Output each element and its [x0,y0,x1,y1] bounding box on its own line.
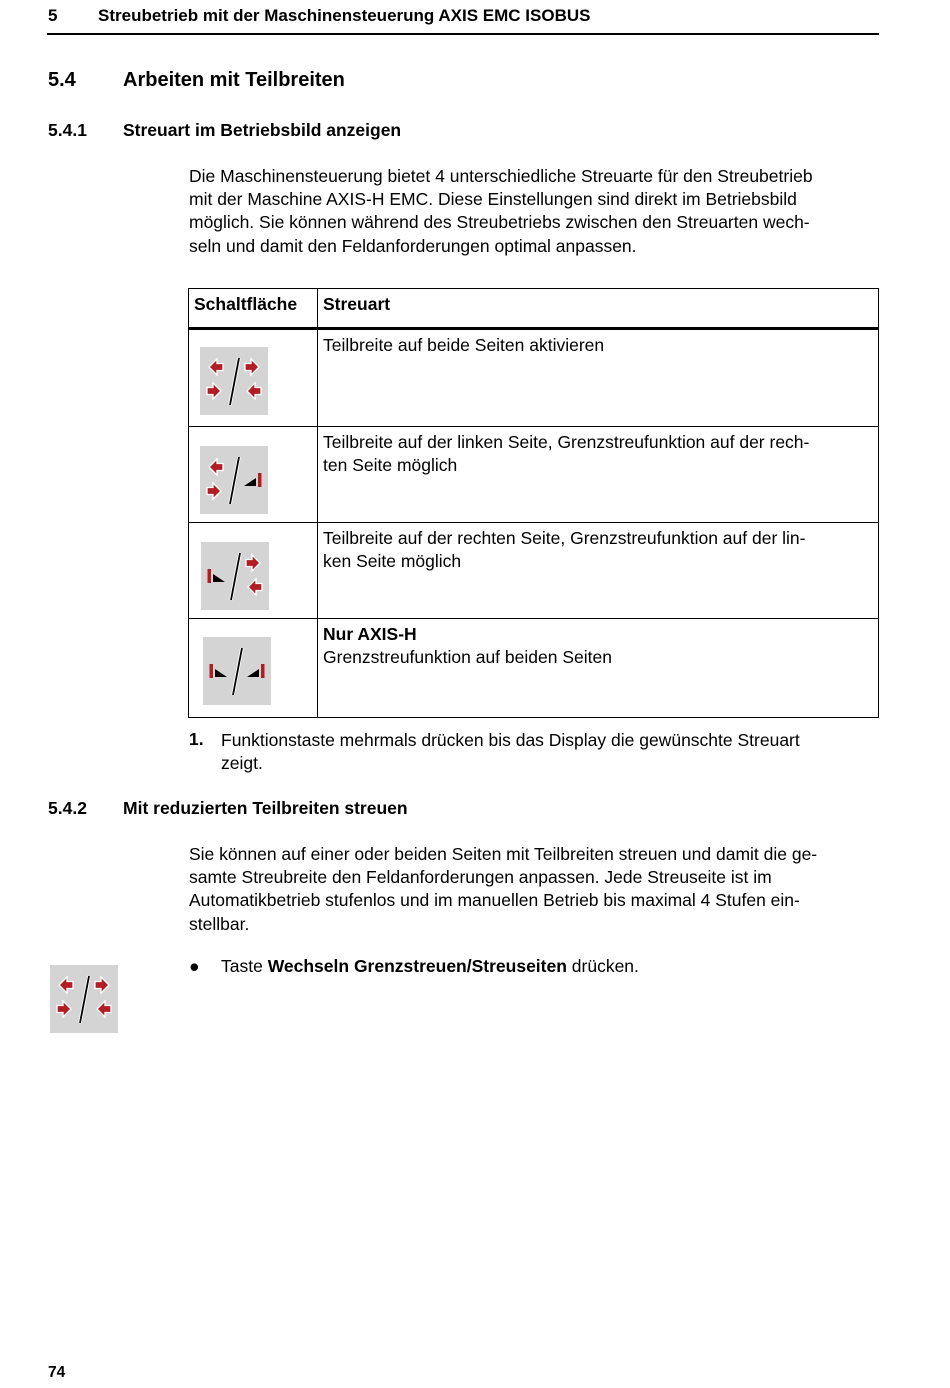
subsection-number: 5.4.2 [48,798,87,818]
section-title: Arbeiten mit Teilbreiten [123,69,345,91]
switch-border-spreading-icon [50,965,118,1033]
mode-note: Nur AXIS-H [323,624,417,644]
border-spreading-both-sides-icon [203,637,271,705]
section-number: 5.4 [48,69,76,91]
mode-description: Teilbreite auf der linken Seite, Grenzstreufunktion auf der rech- [323,432,810,452]
table-row [189,619,879,718]
mode-description: Teilbreite auf beide Seiten aktivieren [323,335,605,355]
paragraph-line: stellbar. [189,913,250,934]
icon-cell [189,523,318,619]
subsection-number: 5.4.1 [48,120,87,140]
chapter-title: Streubetrieb mit der Maschinensteuerung AXIS EMC ISOBUS [98,6,591,25]
spread-mode-table [188,288,879,718]
column-header-button: Schaltfläche [189,289,318,329]
intro-paragraph [189,165,881,258]
mode-cell [318,619,879,718]
subsection-title: Streuart im Betriebsbild anzeigen [123,120,402,140]
bullet-suffix: drücken. [566,956,639,976]
step-number: 1. [189,729,204,749]
paragraph-line: Automatikbetrieb stufenlos und im manuellen Betrieb bis maximal 4 Stufen ein- [189,890,800,911]
table-row [189,523,879,619]
mode-description: ken Seite möglich [323,551,462,572]
partial-width-both-sides-icon [200,347,268,415]
table-row [189,329,879,427]
step-line: Funktionstaste mehrmals drücken bis das Display die gewünschte Streuart [221,730,800,750]
partial-width-left-border-right-icon [200,446,268,514]
subsection-title: Mit reduzierten Teilbreiten streuen [123,798,408,818]
step-text [221,729,881,775]
column-header-mode: Streuart [318,289,879,329]
mode-description: Grenzstreufunktion auf beiden Seiten [323,647,612,668]
mode-cell [318,329,879,427]
icon-cell [189,329,318,427]
chapter-number: 5 [48,6,58,25]
paragraph-line: möglich. Sie können während des Streubetriebs zwischen den Streuarten wech- [189,212,810,233]
mode-description: ten Seite möglich [323,455,458,476]
paragraph-line: mit der Maschine AXIS-H EMC. Diese Einstellungen sind direkt im Betriebsbild [189,189,797,210]
partial-width-paragraph [189,843,881,936]
paragraph-line: Die Maschinensteuerung bietet 4 unterschiedliche Streuarte für den Streubetrieb [189,166,813,186]
paragraph-line: samte Streubreite den Feldanforderungen anpassen. Jede Streuseite ist im [189,867,772,888]
header-rule [47,33,879,35]
bullet-icon: ● [189,956,200,976]
table-row [189,427,879,523]
mode-cell [318,427,879,523]
paragraph-line: seln und damit den Feldanforderungen optimal anpassen. [189,235,637,256]
icon-cell [189,619,318,718]
mode-cell [318,523,879,619]
mode-description: Teilbreite auf der rechten Seite, Grenzstreufunktion auf der lin- [323,528,806,548]
bullet-prefix: Taste [221,956,268,976]
button-name: Wechseln Grenzstreuen/Streuseiten [267,956,567,976]
partial-width-right-border-left-icon [201,542,269,610]
icon-cell [189,427,318,523]
step-line: zeigt. [221,753,263,774]
bullet-instruction [221,956,639,977]
paragraph-line: Sie können auf einer oder beiden Seiten mit Teilbreiten streuen und damit die ge- [189,844,818,864]
page-number: 74 [48,1364,66,1381]
